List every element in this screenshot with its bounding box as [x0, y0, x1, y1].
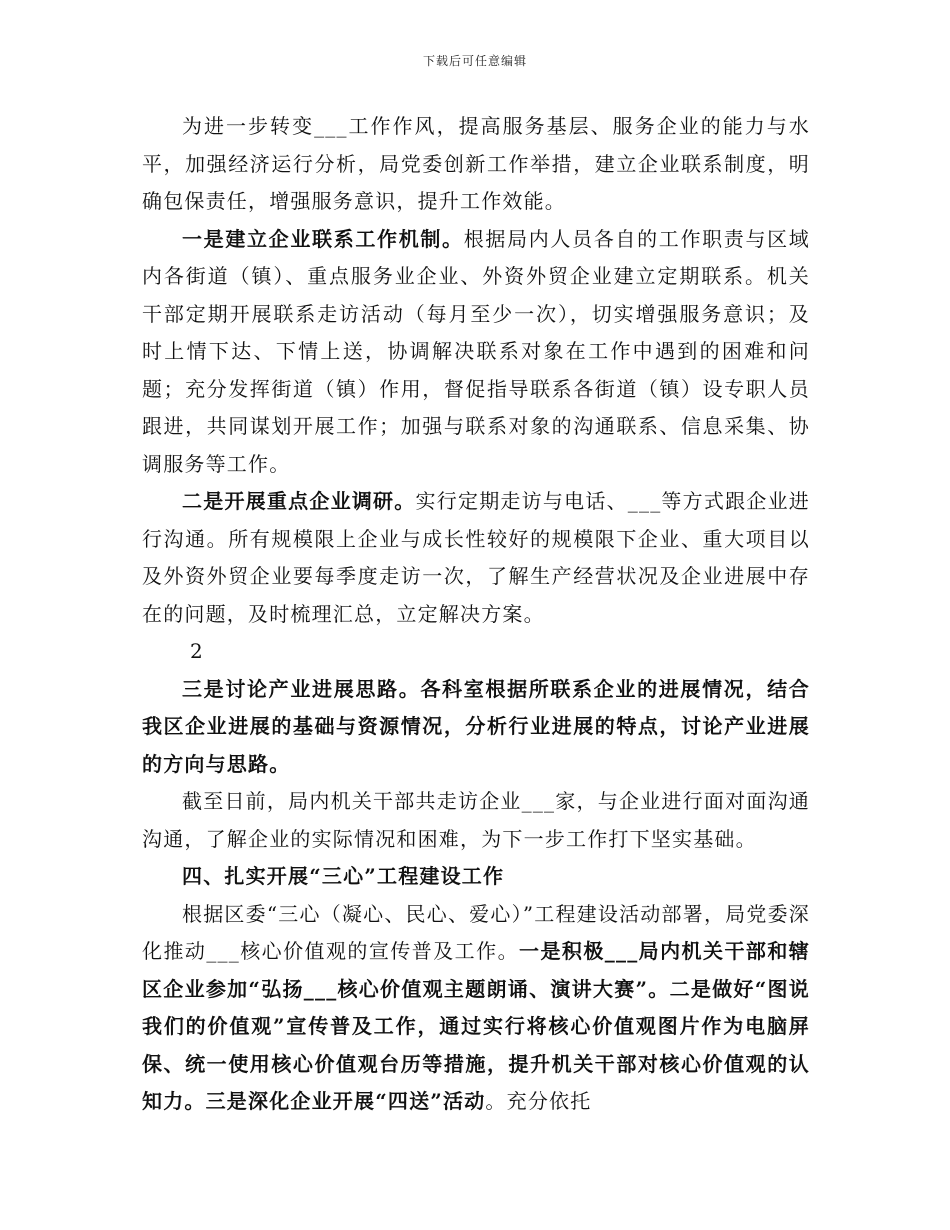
document-body [142, 108, 810, 1121]
page-header: 下载后可任意编辑 [422, 54, 527, 68]
paragraph-three-hearts-project [142, 896, 810, 1121]
paragraph-text: 实行定期走访与电话、___等方式跟企业进行沟通。所有规模限上企业与成长性较好的规模限下企业、重大项目以及外资外贸企业要每季度走访一次，了解生产经营状况及企业进展中存在的问题，及时梳理汇总，立定解决方案。 [142, 489, 810, 626]
paragraph-lead: 二是开展重点企业调研。 [182, 489, 416, 513]
paragraph-lead: 一是建立企业联系工作机制。 [182, 226, 464, 251]
paragraph-bold-text: 一是积极___局内机关干部和辖区企业参加“弘扬___核心价值观主题朗诵、演讲大赛”。二是做好“图说我们的价值观”宣传普及工作，通过实行将核心价值观图片作为电脑屏保、统一使用核心价值观台历等措施，提升机关干部对核心价值观的认知力。三是深化企业开展“四送”活动 [142, 939, 810, 1113]
paragraph-intro [142, 108, 810, 221]
paragraph-contact-mechanism [142, 221, 810, 484]
paragraph-text: 根据局内人员各自的工作职责与区域内各街道（镇）、重点服务业企业、外资外贸企业建立定期联系。机关干部定期开展联系走访活动（每月至少一次），切实增强服务意识；及时上情下达、下情上送，协调解决联系对象在工作中遇到的困难和问题；充分发挥街道（镇）作用，督促指导联系各街道（镇）设专职人员跟进，共同谋划开展工作；加强与联系对象的沟通联系、信息采集、协调服务等工作。 [142, 226, 810, 476]
paragraph-industry-discussion: 三是讨论产业进展思路。各科室根据所联系企业的进展情况，结合我区企业进展的基础与资源情况，分析行业进展的特点，讨论产业进展的方向与思路。 [142, 676, 810, 776]
paragraph-enterprise-research [142, 483, 810, 633]
section-heading-three-hearts: 四、扎实开展“三心”工程建设工作 [182, 864, 505, 888]
paragraph-text: 。充分依托 [485, 1089, 592, 1113]
paragraph-text: 为进一步转变___工作作风，提高服务基层、服务企业的能力与水平，加强经济运行分析，局党委创新工作举措，建立企业联系制度，明确包保责任，增强服务意识，提升工作效能。 [142, 114, 810, 213]
page-marker: 2 [190, 639, 203, 663]
paragraph-text: 根据区委“三心（凝心、民心、爱心）”工程建设活动部署，局党委深化推动___核心价值观的宣传普及工作。 [142, 901, 810, 963]
paragraph-visit-summary: 截至日前，局内机关干部共走访企业___家，与企业进行面对面沟通沟通，了解企业的实际情况和困难，为下一步工作打下坚实基础。 [142, 789, 810, 851]
